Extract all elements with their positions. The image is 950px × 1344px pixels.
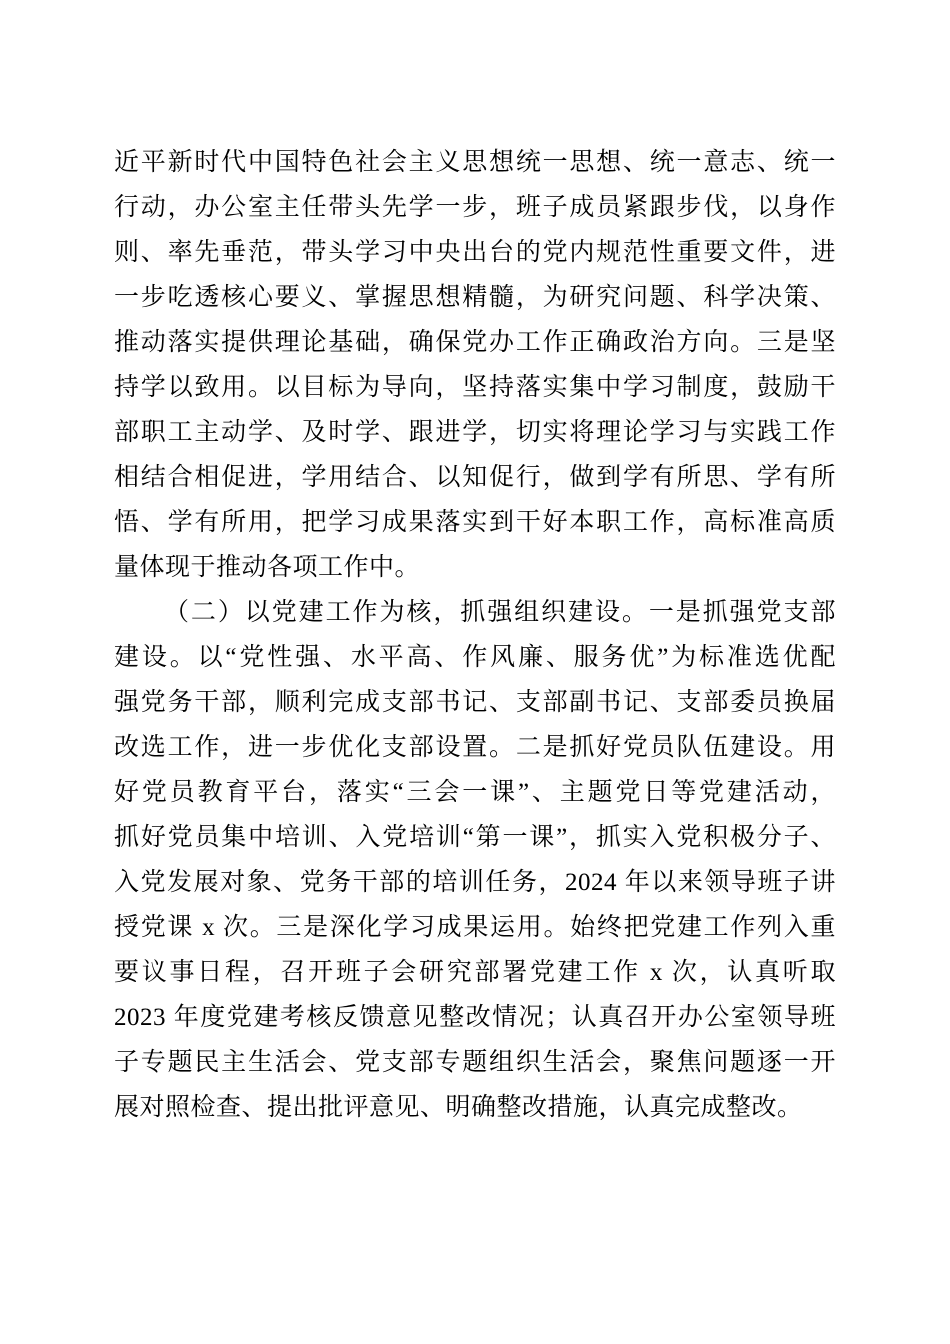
text-line: 要议事日程，召开班子会研究部署党建工作 x 次，认真听取 (114, 959, 836, 986)
text-line: 改选工作，进一步优化支部设置。二是抓好党员队伍建设。用 (114, 734, 836, 761)
text-line: 推动落实提供理论基础，确保党办工作正确政治方向。三是坚 (114, 329, 836, 356)
text-line: 建设。以“党性强、水平高、作风廉、服务优”为标准选优配 (114, 644, 836, 671)
text-line: 则、率先垂范，带头学习中央出台的党内规范性重要文件，进 (114, 239, 836, 266)
text-line: 量体现于推动各项工作中。 (114, 554, 421, 581)
text-line: 2023 年度党建考核反馈意见整改情况；认真召开办公室领导班 (114, 1004, 836, 1031)
text-line: 一步吃透核心要义、掌握思想精髓，为研究问题、科学决策、 (114, 284, 836, 311)
text-line: 授党课 x 次。三是深化学习成果运用。始终把党建工作列入重 (114, 914, 836, 941)
text-line: 相结合相促进，学用结合、以知促行，做到学有所思、学有所 (114, 464, 836, 491)
text-line: 悟、学有所用，把学习成果落实到干好本职工作，高标准高质 (114, 509, 836, 536)
text-line: 近平新时代中国特色社会主义思想统一思想、统一意志、统一 (114, 149, 836, 176)
text-line: 强党务干部，顺利完成支部书记、支部副书记、支部委员换届 (114, 689, 836, 716)
text-line: 抓好党员集中培训、入党培训“第一课”，抓实入党积极分子、 (114, 824, 836, 851)
body-text (114, 140, 836, 1130)
text-line: 展对照检查、提出批评意见、明确整改措施，认真完成整改。 (114, 1094, 803, 1121)
text-line: 入党发展对象、党务干部的培训任务，2024 年以来领导班子讲 (114, 869, 836, 896)
text-line: 子专题民主生活会、党支部专题组织生活会，聚焦问题逐一开 (114, 1049, 836, 1076)
text-line: 好党员教育平台，落实“三会一课”、主题党日等党建活动， (114, 779, 836, 806)
text-line: 持学以致用。以目标为导向，坚持落实集中学习制度，鼓励干 (114, 374, 836, 401)
text-line: 部职工主动学、及时学、跟进学，切实将理论学习与实践工作 (114, 419, 836, 446)
text-line: （二）以党建工作为核，抓强组织建设。一是抓强党支部 (164, 599, 836, 626)
text-line: 行动，办公室主任带头先学一步，班子成员紧跟步伐，以身作 (114, 194, 836, 221)
